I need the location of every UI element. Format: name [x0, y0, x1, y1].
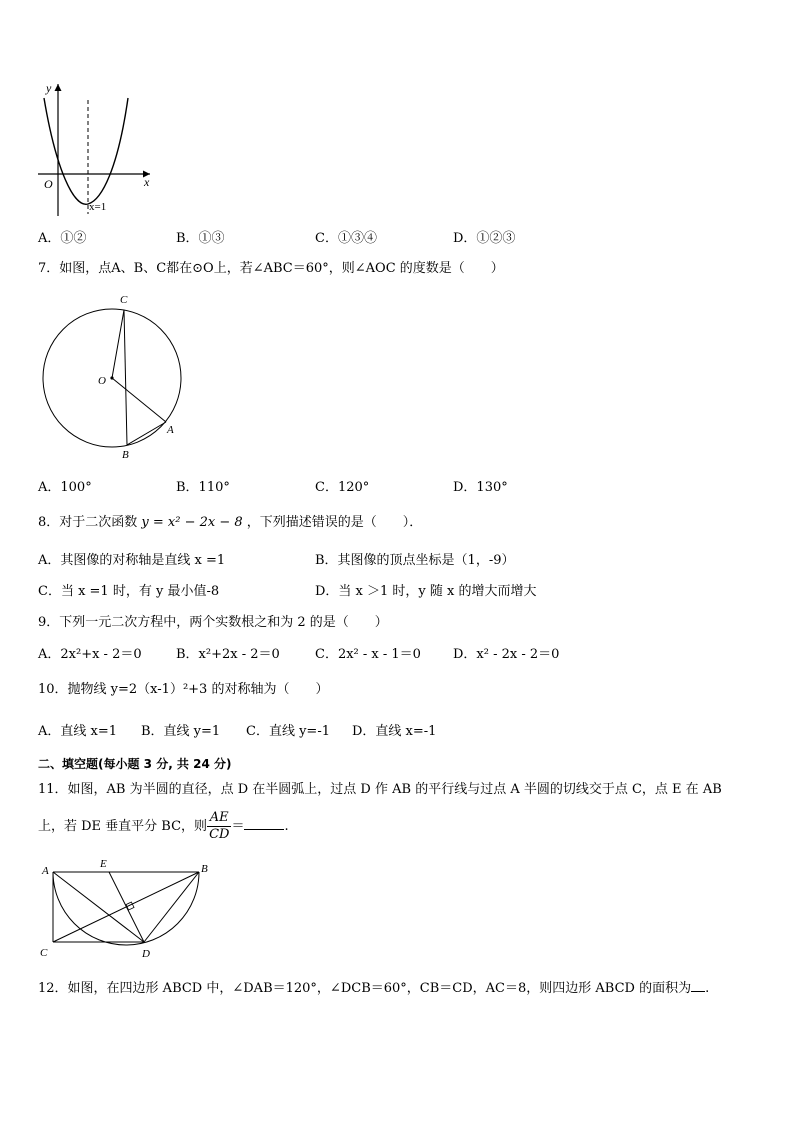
q11-end: . — [284, 819, 289, 834]
parabola-curve — [44, 98, 128, 204]
q9-option-c[interactable]: C．2x² - x - 1＝0 — [315, 647, 421, 662]
q6-option-a[interactable]: A．①② — [38, 231, 87, 246]
label-e: E — [100, 858, 107, 870]
fraction-numerator: AE — [207, 810, 231, 827]
q12-answer-blank[interactable] — [691, 979, 705, 992]
q6-option-d[interactable]: D．①②③ — [453, 231, 516, 246]
label-b: B — [122, 449, 129, 461]
y-label: y — [46, 81, 52, 95]
label-d: D — [142, 948, 150, 960]
q9-option-b[interactable]: B．x²+2x - 2＝0 — [176, 647, 280, 662]
q7-stem: 7．如图，点A、B、C都在⊙O上，若∠ABC＝60°，则∠AOC 的度数是（ ） — [38, 261, 504, 276]
label-c: C — [120, 294, 128, 306]
parabola-graph — [34, 78, 159, 218]
label-a: A — [42, 865, 49, 877]
q10-option-d[interactable]: D．直线 x=-1 — [352, 724, 437, 739]
q8-option-b[interactable]: B．其图像的顶点坐标是（1，-9） — [315, 553, 515, 568]
segment-ad — [53, 872, 144, 942]
axis-note: x=1 — [89, 201, 107, 213]
label-c: C — [40, 947, 48, 959]
q10-option-b[interactable]: B．直线 y=1 — [141, 724, 221, 739]
q12-text: 12．如图，在四边形 ABCD 中，∠DAB＝120°，∠DCB＝60°，CB＝CD，AC＝8，则四边形 ABCD 的面积为 — [38, 981, 692, 996]
q7-option-b[interactable]: B．110° — [176, 480, 230, 495]
q9-option-d[interactable]: D．x² - 2x - 2＝0 — [453, 647, 560, 662]
q8-stem — [38, 515, 422, 531]
q11-line2-prefix: 上，若 DE 垂直平分 BC，则 — [38, 819, 208, 834]
section-heading: 二、填空题(每小题 3 分, 共 24 分) — [38, 757, 232, 771]
segment-ed — [109, 872, 144, 942]
q12-stem — [38, 979, 709, 997]
circle-figure — [36, 290, 196, 462]
q6-option-b[interactable]: B．①③ — [176, 231, 225, 246]
q8-option-a[interactable]: A．其图像的对称轴是直线 x =1 — [38, 553, 226, 568]
segment-ba — [127, 422, 166, 445]
q9-option-a[interactable]: A．2x²+x - 2＝0 — [38, 647, 142, 662]
q7-option-a[interactable]: A．100° — [38, 480, 92, 495]
segment-bc — [124, 310, 127, 445]
center-point — [110, 376, 113, 379]
q10-stem: 10．抛物线 y=2（x-1）²+3 的对称轴为（ ） — [38, 682, 329, 697]
label-a: A — [167, 424, 174, 436]
semicircle-figure — [36, 852, 220, 964]
label-b: B — [201, 863, 208, 875]
q8-formula: y = x² − 2x − 8 — [141, 515, 243, 530]
label-o: O — [98, 375, 106, 387]
q8-stem-suffix: ，下列描述错误的是（ ）． — [246, 515, 423, 530]
fraction-denominator: CD — [209, 827, 230, 842]
origin-label: O — [44, 177, 53, 191]
q11-fraction — [207, 810, 231, 843]
q11-line2 — [38, 810, 289, 844]
q11-line2-suffix: ＝ — [231, 819, 245, 834]
q8-option-c[interactable]: C．当 x =1 时，有 y 最小值-8 — [38, 584, 220, 599]
q7-option-c[interactable]: C．120° — [315, 480, 370, 495]
q9-stem: 9．下列一元二次方程中，两个实数根之和为 2 的是（ ） — [38, 615, 388, 630]
q10-option-c[interactable]: C．直线 y=-1 — [246, 724, 330, 739]
segment-oc — [112, 310, 124, 378]
q7-option-d[interactable]: D．130° — [453, 480, 508, 495]
segment-oa — [112, 378, 166, 422]
q12-end: . — [705, 981, 710, 996]
x-label: x — [144, 175, 150, 189]
q6-option-c[interactable]: C．①③④ — [315, 231, 377, 246]
q10-option-a[interactable]: A．直线 x=1 — [38, 724, 118, 739]
q8-option-d[interactable]: D．当 x ＞1 时，y 随 x 的增大而增大 — [315, 584, 537, 599]
q11-line1: 11．如图，AB 为半圆的直径，点 D 在半圆弧上，过点 D 作 AB 的平行线与过点 A 半圆的切线交于点 C，点 E 在 AB — [38, 782, 722, 797]
q8-stem-prefix: 8．对于二次函数 — [38, 515, 138, 530]
q11-answer-blank[interactable] — [244, 817, 284, 830]
